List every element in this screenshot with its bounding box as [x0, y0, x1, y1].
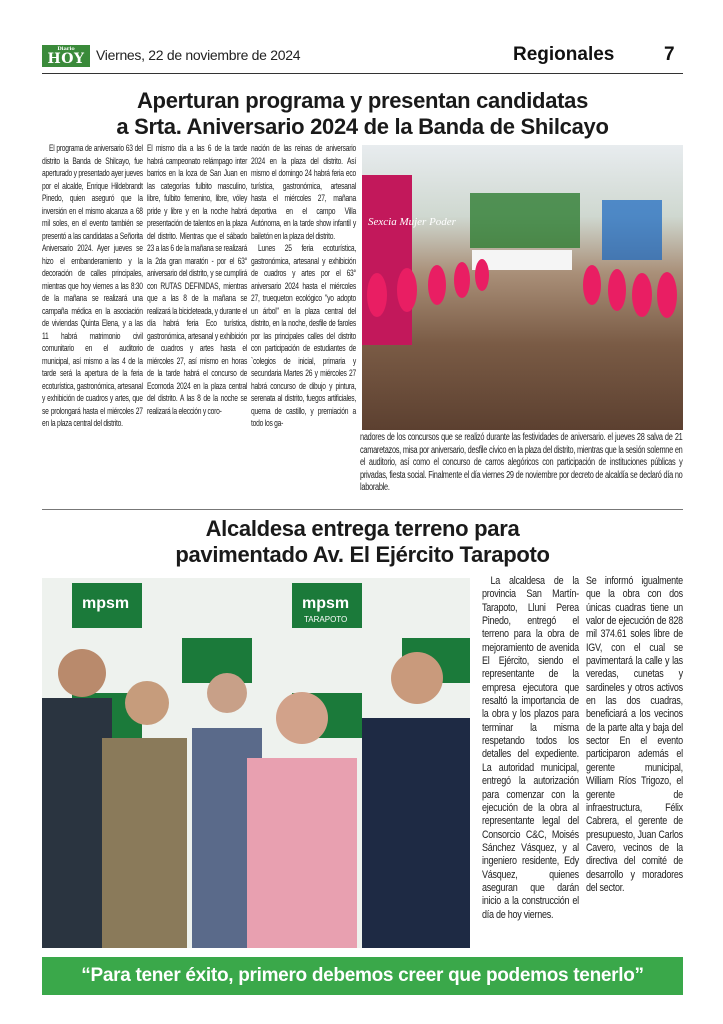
article1-continuation: nadores de los concursos que se realizó durante las festividades de aniversario. el jueves 28 salva de 21 camaretazos, misa por aniversario, desfile cívico en la plaza del distrito, mientras que la sesión solemne en el auditorio, así como el concurso de carros alegóricos con participación de instituciones públicas y privadas, fiesta social. Finalmente el día viernes 29 de noviembre por decreto de alcaldía se declaró día no laborable. — [360, 432, 683, 493]
officials-photo-illustration — [42, 578, 470, 948]
candidates-photo-illustration — [362, 145, 683, 430]
section-name: Regionales — [513, 44, 615, 65]
article1-photo-candidates — [362, 145, 683, 430]
article1-column-3 — [251, 143, 356, 431]
article-divider — [42, 509, 683, 510]
article2-column-1: La alcaldesa de la provincia San Martín-Tarapoto, Lluni Perea Pinedo, entregó el terreno para la obra de mejoramiento de avenida El Ejército, siendo el representante de la empresa ejecutora que resaltó la importancia de la obra y los plazos para terminar la misma respetando todos los detalles del expediente. La autoridad municipal, entregó la autorización para comenzar con la ejecución de la obra al representante legal del Consorcio C&C, Moisés Sánchez Vásquez, y al ingeniero residente, Edy Vásquez, quienes aseguran que darán inicio a la construcción el día de hoy viernes. — [482, 575, 579, 921]
diario-hoy-logo — [42, 45, 90, 67]
article1-title-line2: a Srta. Aniversario 2024 de la Banda de Shilcayo — [116, 114, 609, 139]
article2-title-line2: pavimentado Av. El Ejército Tarapoto — [175, 542, 550, 567]
banner-right — [602, 200, 662, 260]
header-divider — [42, 73, 683, 74]
backdrop-logo-text: mpsm — [302, 595, 350, 612]
article2-title-line1: Alcaldesa entrega terreno para — [205, 516, 520, 541]
backdrop — [470, 193, 580, 248]
article2-column-2: Se informó igualmente que la obra con dos únicas cuadras tiene un valor de ejecución de 828 mil 374.61 soles libre de IGV, con el cual se pavimentará la calle y las veredas, cunetas y sardineles y otros activos en las dos cuadras, beneficiará a los vecinos de la parte alta y baja del sector En el evento participaron además el gerente municipal, William Ríos Trigozo, el gerente de infraestructura, Félix Cabrera, el gerente de presupuesto, Juan Carlos Cavero, vecinos de la directiva del comité de desarrollo y moradores del sector. — [586, 575, 683, 894]
article2-photo-officials — [42, 578, 470, 948]
article1-column-2: El mismo día a las 6 de la tarde habrá campeonato relámpago inter barrios en la loza de San Juan en las categorías fulbito masculino, libre, fulbito femenino, libre, vóley pride y libre y en la noche habrá presentación de talentos en la plaza del distrito. Mientras que el sábado 23 a las 6 de la mañana se realizará la 2da gran maratón - por el 63° aniversario del distrito, y se cumplirá con RUTAS DEFINIDAS, mientras que a las 8 de la mañana se realizará la bicicleteada, y durante el día habrá feria Eco turística, gastronómica, artesanal y exhibición de cuadros y artes hasta el miércoles 27, así mismo en horas de la tarde habrá el concurso de Ecomoda 2024 en la plaza central del distrito. A las 8 de la noche se realizará la elección y coro- — [147, 143, 248, 417]
issue-date: Viernes, 22 de noviembre de 2024 — [96, 47, 301, 63]
article1-column-1: El programa de aniversario 63 del distrito la Banda de Shilcayo, fue aperturado y presentado ayer jueves por el alcalde, Enrique Hildebrandt Pinedo, quien aseguró que la inversión en el mismo alcanza a 68 mil soles, en el evento también se presentó a las candidatas a Señorita Aniversario 2024. Ayer jueves se hizo el embanderamiento y la decoración de calles principales, mientras que hoy viernes a las 8:30 de la mañana se realizará una campaña médica en la asociación de viviendas Quinta Elena, y a las 11 habrá matrimonio civil comunitario en el auditorio municipal, así mismo a las 4 de la tarde será la apertura de la feria ecoturística, gastronómica, artesanal y exhibición de cuadros y artes, que se prolongará hasta el miércoles 27 en la plaza central del distrito. — [42, 143, 143, 429]
page-number: 7 — [664, 44, 675, 65]
quote-banner: “Para tener éxito, primero debemos creer que podemos tenerlo” — [42, 957, 683, 995]
article1-title-line1: Aperturan programa y presentan candidatas — [136, 88, 589, 113]
banner-text: Sexcia Mujer Poder — [368, 216, 456, 228]
logo-small-text: Diario — [57, 46, 75, 52]
article1-column-3-para1: nación de las reinas de aniversario 2024 en la plaza del distrito. Así mismo el domingo 24 habrá feria eco turística, gastronómica, artesanal hasta el miércoles 27, mañana deportiva en el campo Villa Autónoma, en la tarde show infantil y bailetón en la plaza del distrito. — [251, 143, 356, 242]
logo-big-text: HOY — [47, 51, 85, 67]
backdrop-logo-text: mpsm — [82, 595, 130, 612]
backdrop-sub-text: TARAPOTO — [304, 615, 348, 624]
article1-column-3-para2: Lunes 25 feria ecoturística, gastronómica, artesanal y exhibición de cuadros y artes por el 63° aniversario 2024 hasta el miércoles 27, truequeton ecológico "yo adopto un árbol" en la plaza central del distrito, en la noche, desfile de faroles por las principales calles del distrito con participación de estudiantes de `colegios de inicial, primaria y secundaria Martes 26 y miércoles 27 habrá concurso de dibujo y pintura, serenata al distrito, fuegos artificiales, quema de castillo, y premiación a todo los ga- — [251, 243, 356, 429]
banner-left — [362, 175, 412, 345]
